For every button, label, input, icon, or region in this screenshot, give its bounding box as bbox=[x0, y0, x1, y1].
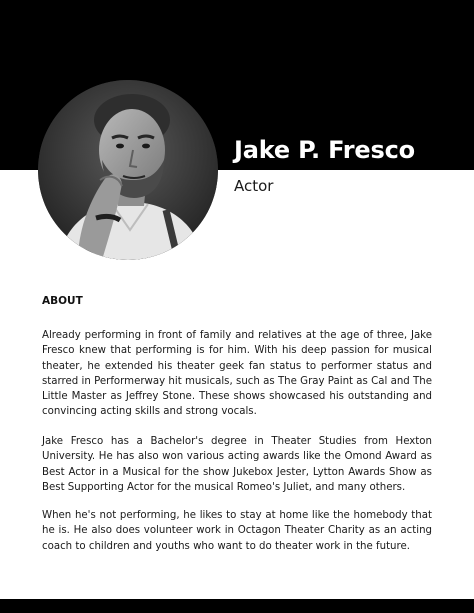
footer-band bbox=[0, 599, 474, 613]
about-paragraph: When he's not performing, he likes to stay at home like the homebody that he is. He also does volunteer work in Octagon Theater Charity as an acting coach to children and youths who want to do theater work in the future. bbox=[42, 510, 432, 552]
about-heading: ABOUT bbox=[42, 295, 83, 307]
about-paragraph: Jake Fresco has a Bachelor's degree in Theater Studies from Hexton University. He has also won various acting awards like the Omond Award as Best Actor in a Musical for the show Jukebox Jester, Lytton Awards Show as Best Supporting Actor for the musical Romeo's Juliet, and many others. bbox=[42, 436, 432, 493]
profile-photo bbox=[38, 80, 218, 260]
about-paragraph: Already performing in front of family and relatives at the age of three, Jake Fresco knew that performing is for him. With his deep passion for musical theater, he extended his theater geek fan status to performer status and starred in Performerway hit musicals, such as The Gray Paint as Cal and The Little Master as Jeffrey Stone. These shows showcased his outstanding and convincing acting skills and strong vocals. bbox=[42, 330, 432, 418]
profile-role: Actor bbox=[234, 177, 274, 195]
profile-name: Jake P. Fresco bbox=[234, 136, 415, 164]
